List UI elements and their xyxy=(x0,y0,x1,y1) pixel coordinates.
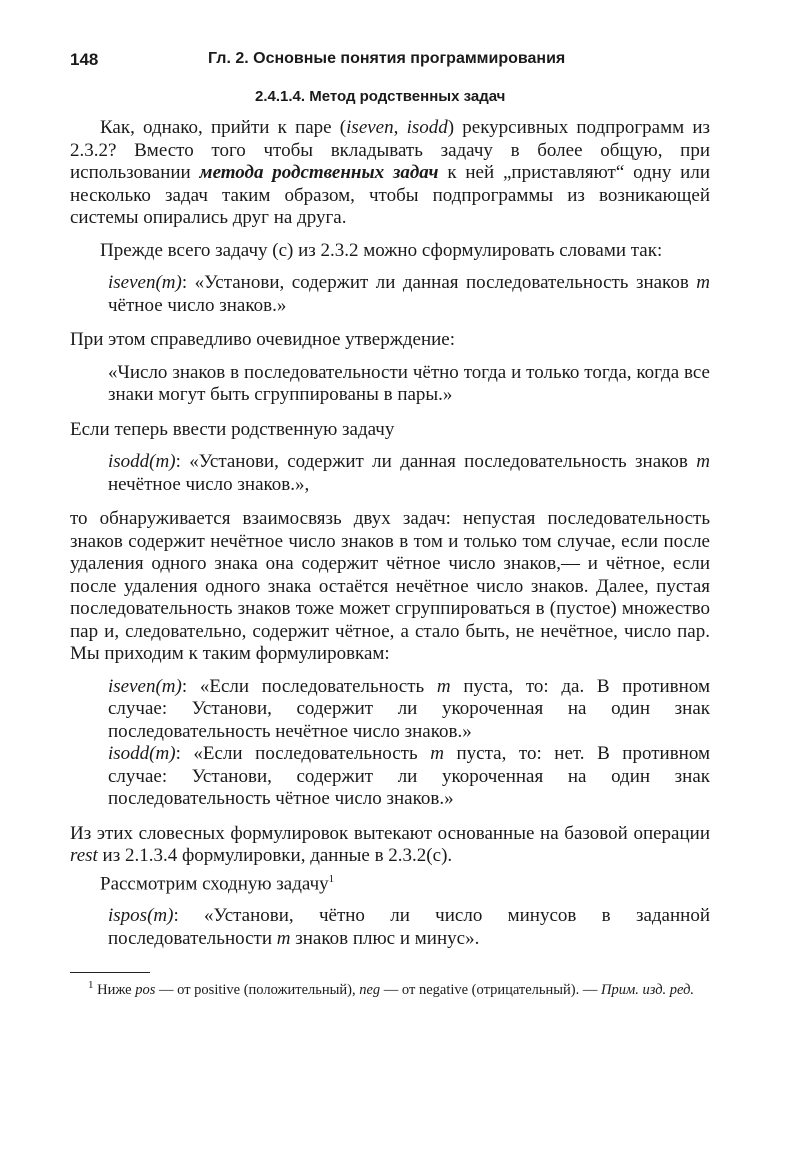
claim-quote: «Число знаков в последовательности чётно тогда и только тогда, когда все знаки могут быть сгруппированы в пары.» xyxy=(108,361,710,405)
footnote-divider xyxy=(70,972,150,973)
page-number: 148 xyxy=(70,50,99,69)
definition-ispos: ispos(m): «Установи, чётно ли число минусов в заданной последовательности m знаков плюс и минус». xyxy=(108,905,710,949)
page-header xyxy=(70,40,710,80)
running-head: Гл. 2. Основные понятия программирования xyxy=(208,50,566,67)
paragraph-similar-task: Рассмотрим сходную задачу$^1$ xyxy=(100,872,335,894)
formulation-iseven: iseven(m): «Если последовательность m пуста, то: да. В противном случае: Установи, содержит ли укороченная на один знак последовательность нечётное число знаков.» xyxy=(108,675,710,742)
paragraph-formulate: Прежде всего задачу (с) из 2.3.2 можно сформулировать словами так: xyxy=(100,239,663,261)
paragraph-intro: Как, однако, прийти к паре (iseven, isodd) рекурсивных подпрограмм из 2.3.2? Вместо того чтобы вкладывать задачу в более общую, при использовании метода родственных задач к ней „приставляют“ одну или несколько задач таким образом, чтобы подпрограммы из возникающей системы опирались друг на друга. xyxy=(70,117,711,228)
footnote: $^1$ Ниже pos — от positive (положительный), neg — от negative (отрицательный). — Прим. изд. ред. xyxy=(88,979,695,999)
book-page xyxy=(70,40,710,999)
paragraph-related-task: Если теперь ввести родственную задачу xyxy=(70,418,395,440)
definition-iseven: iseven(m): «Установи, содержит ли данная последовательность знаков m чётное число знаков.» xyxy=(108,272,710,316)
section-title: 2.4.1.4. Метод родственных задач xyxy=(255,88,506,105)
paragraph-derivation: Из этих словесных формулировок вытекают основанные на базовой операции rest из 2.1.3.4 формулировки, данные в 2.3.2(c). xyxy=(70,822,710,866)
definition-isodd: isodd(m): «Установи, содержит ли данная последовательность знаков m нечётное число знаков.», xyxy=(108,451,710,495)
paragraph-relation: то обнаруживается взаимосвязь двух задач: непустая последовательность знаков содержит нечётное число знаков в том и только том случае, если после удаления одного знака она содержит чётное число знаков,— и чётное, если после удаления одного знака остаётся нечётное число знаков. Далее, пустая последовательность знаков тоже может сгруппироваться в (пустое) множество пар и, следовательно, содержит чётное, а стало быть, не нечётное, число пар. Мы приходим к таким формулировкам: xyxy=(70,508,710,664)
paragraph-statement: При этом справедливо очевидное утверждение: xyxy=(70,329,456,350)
formulation-isodd: isodd(m): «Если последовательность m пуста, то: нет. В противном случае: Установи, содержит ли укороченная на один знак последовательность чётное число знаков.» xyxy=(108,743,710,809)
